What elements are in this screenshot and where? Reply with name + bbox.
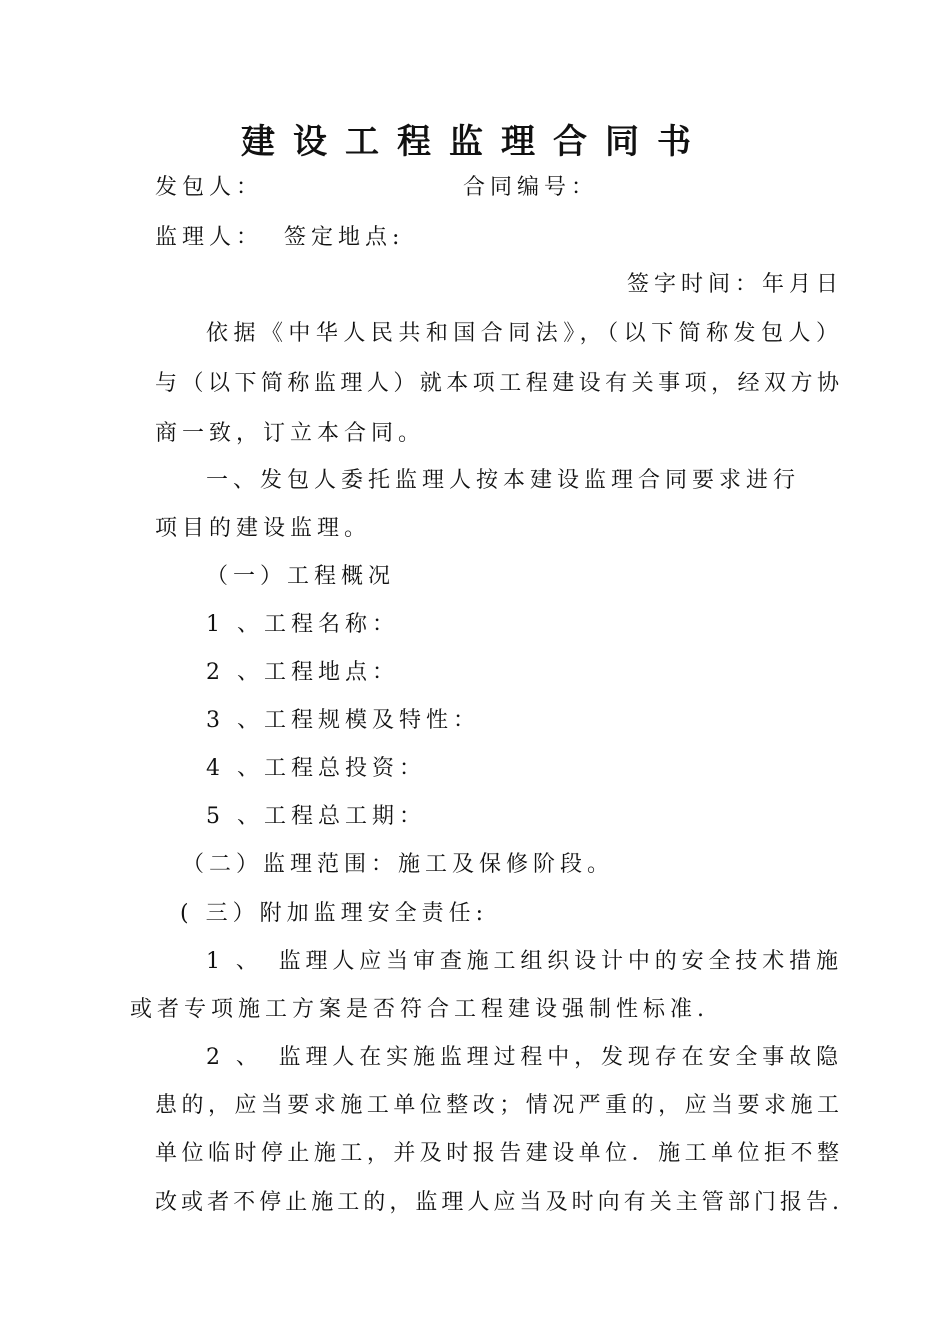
overview-item-5: 5 、工程总工期： — [206, 804, 426, 829]
safety-item-1-line-1: 1 、 监理人应当审查施工组织设计中的安全技术措施 — [206, 949, 842, 974]
signing-time-label: 签字时间：年月日 — [626, 272, 843, 297]
safety-item-2-line-2: 患的，应当要求施工单位整改；情况严重的，应当要求施工 — [155, 1093, 843, 1118]
article-1-line-2: 项目的建设监理。 — [155, 516, 372, 541]
overview-item-3: 3 、工程规模及特性： — [206, 708, 480, 733]
safety-item-1-line-2: 或者专项施工方案是否符合工程建设强制性标准. — [130, 997, 709, 1022]
overview-item-4: 4 、工程总投资： — [206, 756, 426, 781]
scope-text: （二）监理范围：施工及保修阶段。 — [182, 852, 615, 877]
safety-item-2-line-1: 2 、 监理人在实施监理过程中，发现存在安全事故隐 — [206, 1045, 842, 1070]
overview-heading: （一）工程概况 — [206, 564, 396, 589]
overview-item-1: 1 、工程名称： — [206, 612, 399, 637]
document-title: 建设工程监理合同书 — [241, 122, 709, 162]
preamble-line-3: 商一致，订立本合同。 — [155, 421, 426, 446]
safety-item-2-line-3: 单位临时停止施工，并及时报告建设单位．施工单位拒不整 — [155, 1141, 843, 1166]
preamble-line-2: 与（以下简称监理人）就本项工程建设有关事项，经双方协 — [155, 371, 843, 396]
employer-label: 发包人： — [155, 175, 264, 200]
signing-place-label: 签定地点: — [284, 225, 405, 250]
supervisor-label: 监理人： — [155, 225, 264, 250]
article-1-line-1: 一、发包人委托监理人按本建设监理合同要求进行 — [206, 468, 801, 493]
safety-heading: ( 三）附加监理安全责任: — [180, 901, 488, 926]
contract-number-label: 合同编号： — [463, 175, 599, 200]
preamble-line-1: 依据《中华人民共和国合同法》，（以下简称发包人） — [206, 321, 842, 346]
overview-item-2: 2 、工程地点： — [206, 660, 399, 685]
safety-item-2-line-4: 改或者不停止施工的，监理人应当及时向有关主管部门报告. — [155, 1190, 843, 1215]
